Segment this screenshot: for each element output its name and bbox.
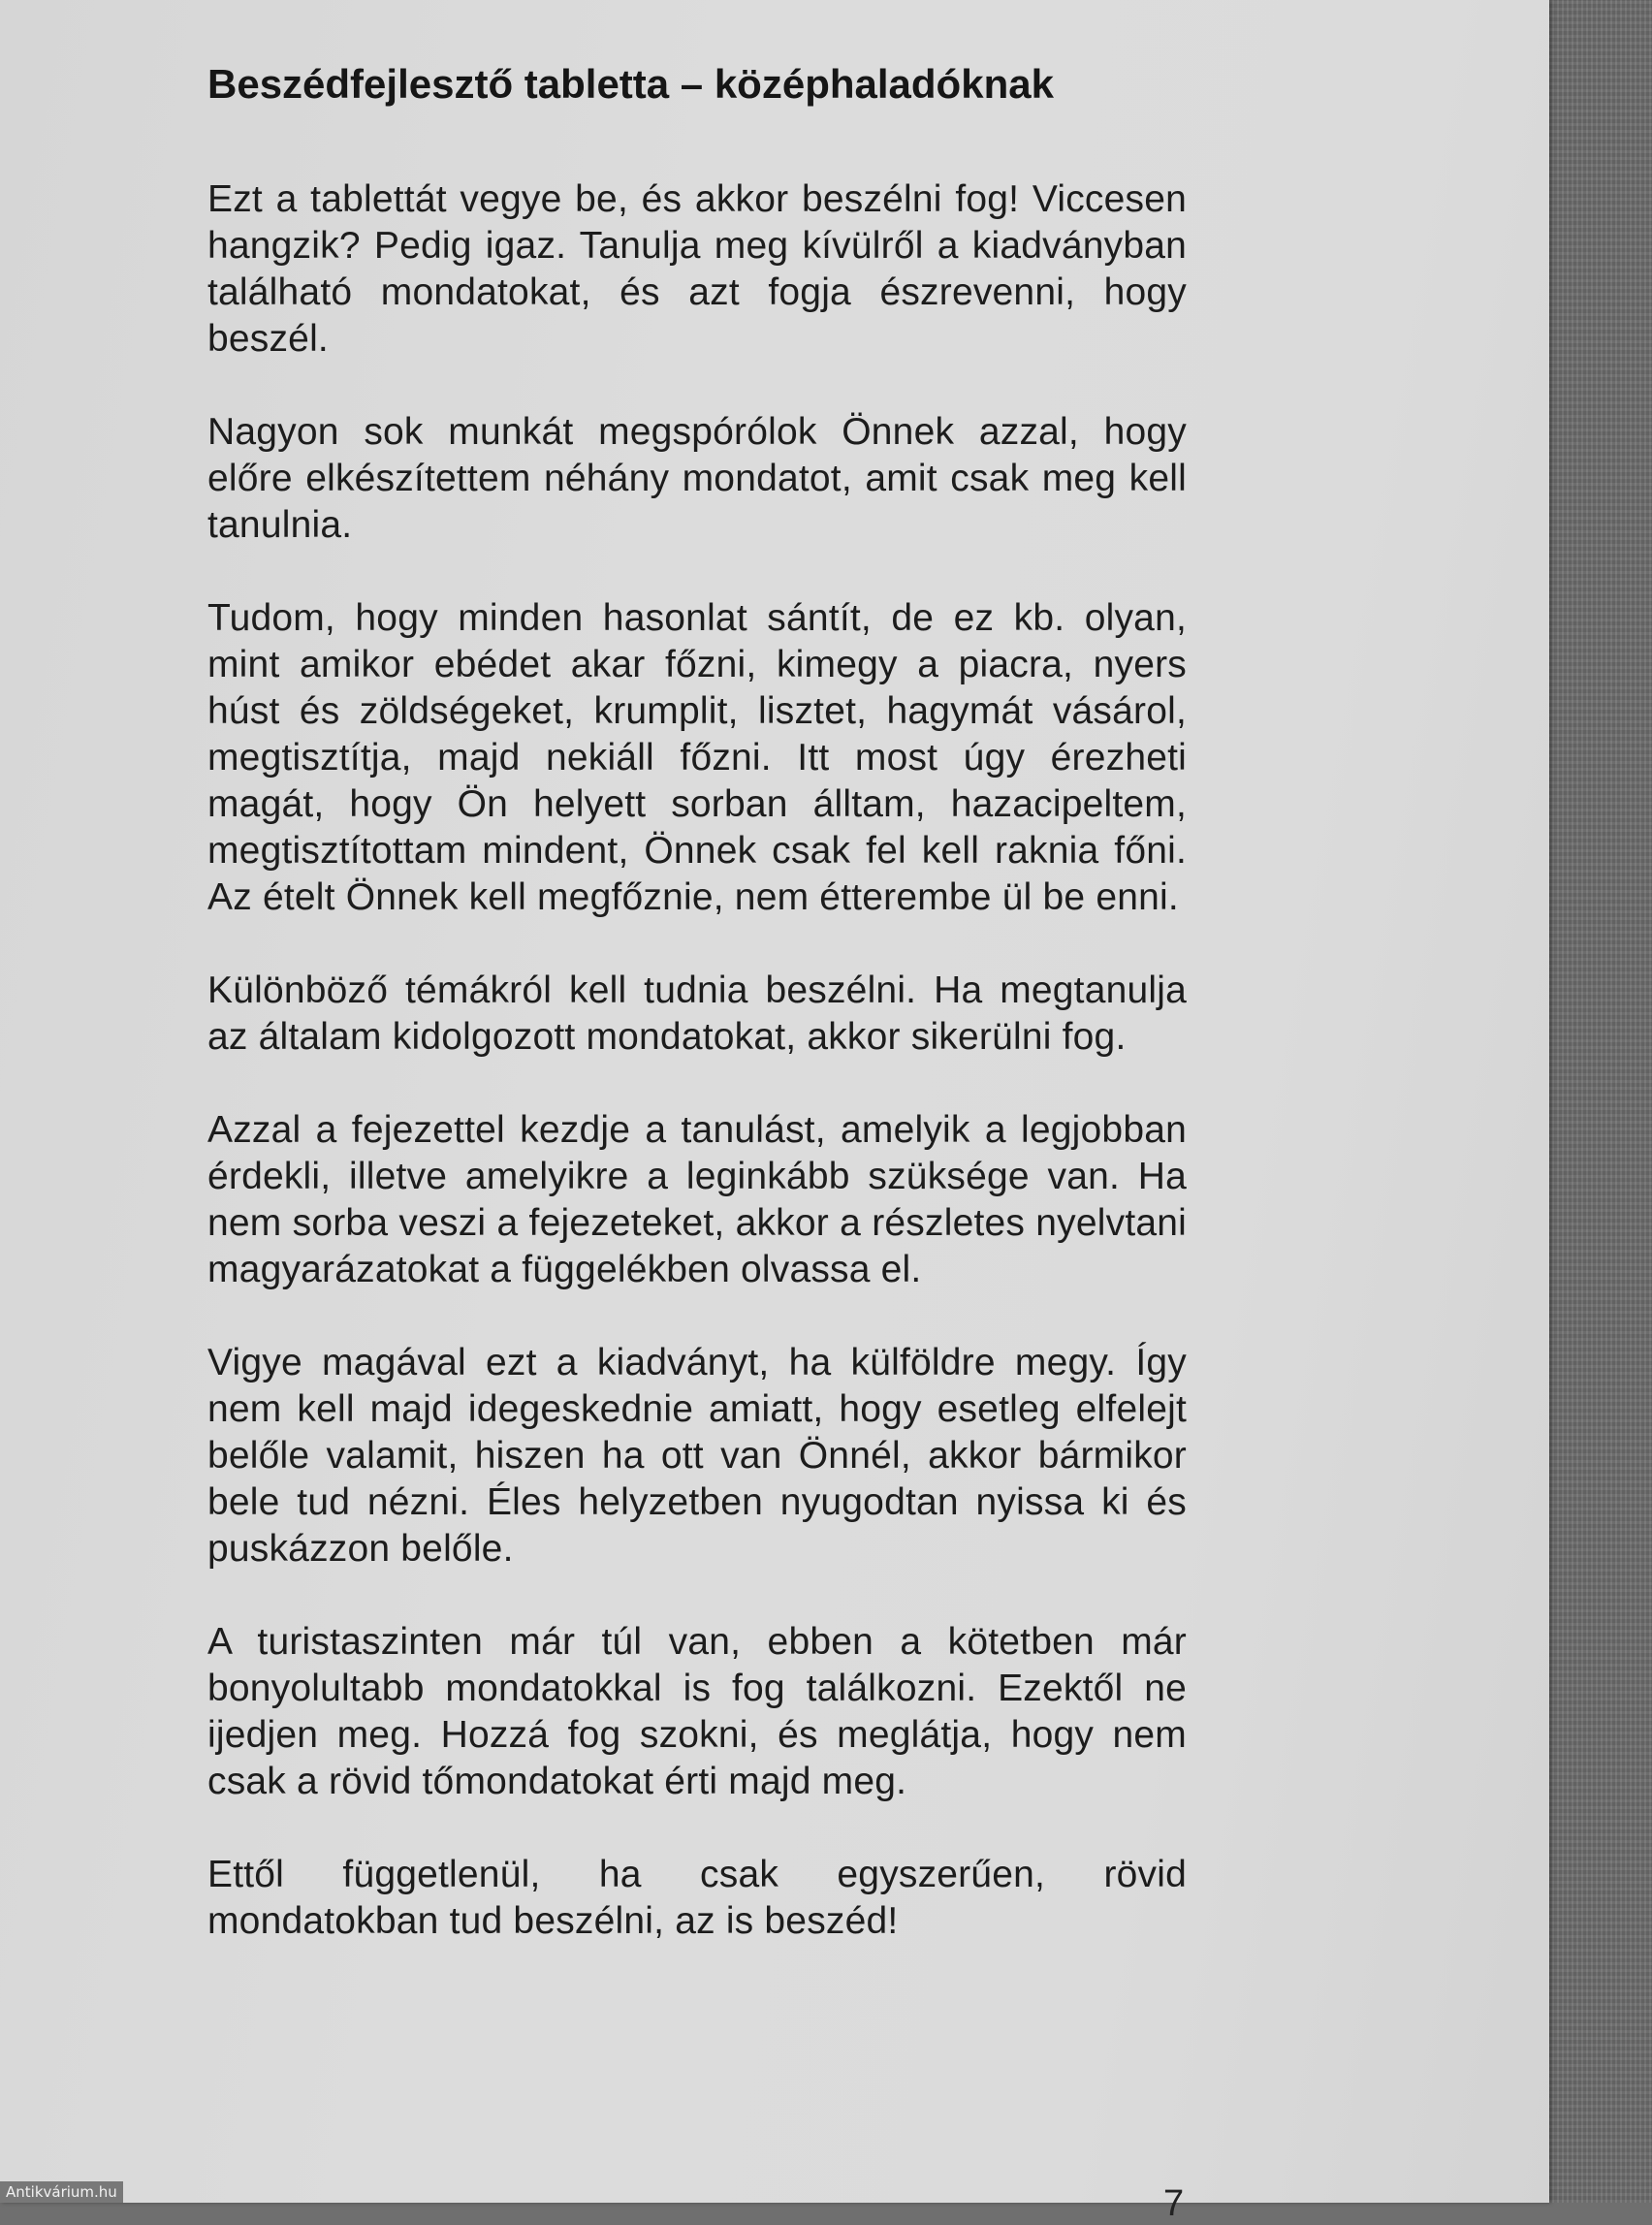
paragraph-8: Ettől függetlenül, ha csak egyszerűen, rövid mondatokban tud beszélni, az is beszéd!	[207, 1854, 1187, 1942]
background-surface	[1547, 0, 1652, 2203]
paragraph-2: Nagyon sok munkát megspórólok Önnek azzal, hogy előre elkészítettem néhány mondatot, amit csak meg kell tanulnia.	[207, 411, 1187, 546]
page-content	[207, 58, 1187, 1991]
page-number: 7	[1163, 2183, 1185, 2224]
paragraph-1: Ezt a tablettát vegye be, és akkor beszélni fog! Viccesen hangzik? Pedig igaz. Tanulja meg kívülről a kiadványban található mondatokat, és azt fogja észrevenni, hogy beszél.	[207, 178, 1187, 360]
page-title: Beszédfejlesztő tabletta – középhaladóknak	[207, 61, 1054, 107]
paragraph-5: Azzal a fejezettel kezdje a tanulást, amelyik a legjobban érdekli, illetve amelyikre a leginkább szüksége van. Ha nem sorba veszi a fejezeteket, akkor a részletes nyelvtani magyarázatokat a függelékben olvassa el.	[207, 1109, 1187, 1290]
paragraph-3: Tudom, hogy minden hasonlat sántít, de ez kb. olyan, mint amikor ebédet akar főzni, kimegy a piacra, nyers húst és zöldségeket, krumplit, lisztet, hagymát vásárol, megtisztítja, majd nekiáll főzni. Itt most úgy érezheti magát, hogy Ön helyett sorban álltam, hazacipeltem, megtisztítottam mindent, Önnek csak fel kell raknia főni. Az ételt Önnek kell megfőznie, nem étterembe ül be enni.	[207, 597, 1187, 918]
paragraph-7: A turistaszinten már túl van, ebben a kötetben már bonyolultabb mondatokkal is fog találkozni. Ezektől ne ijedjen meg. Hozzá fog szokni, és meglátja, hogy nem csak a rövid tőmondatokat érti majd meg.	[207, 1621, 1187, 1802]
paragraph-6: Vigye magával ezt a kiadványt, ha külföldre megy. Így nem kell majd idegeskednie amiatt, hogy esetleg elfelejt belőle valamit, hiszen ha ott van Önnél, akkor bármikor bele tud nézni. Éles helyzetben nyugodtan nyissa ki és puskázzon belőle.	[207, 1342, 1187, 1570]
paragraph-4: Különböző témákról kell tudnia beszélni. Ha megtanulja az általam kidolgozott mondatokat, akkor sikerülni fog.	[207, 969, 1187, 1058]
watermark: Antikvárium.hu	[0, 2181, 123, 2203]
